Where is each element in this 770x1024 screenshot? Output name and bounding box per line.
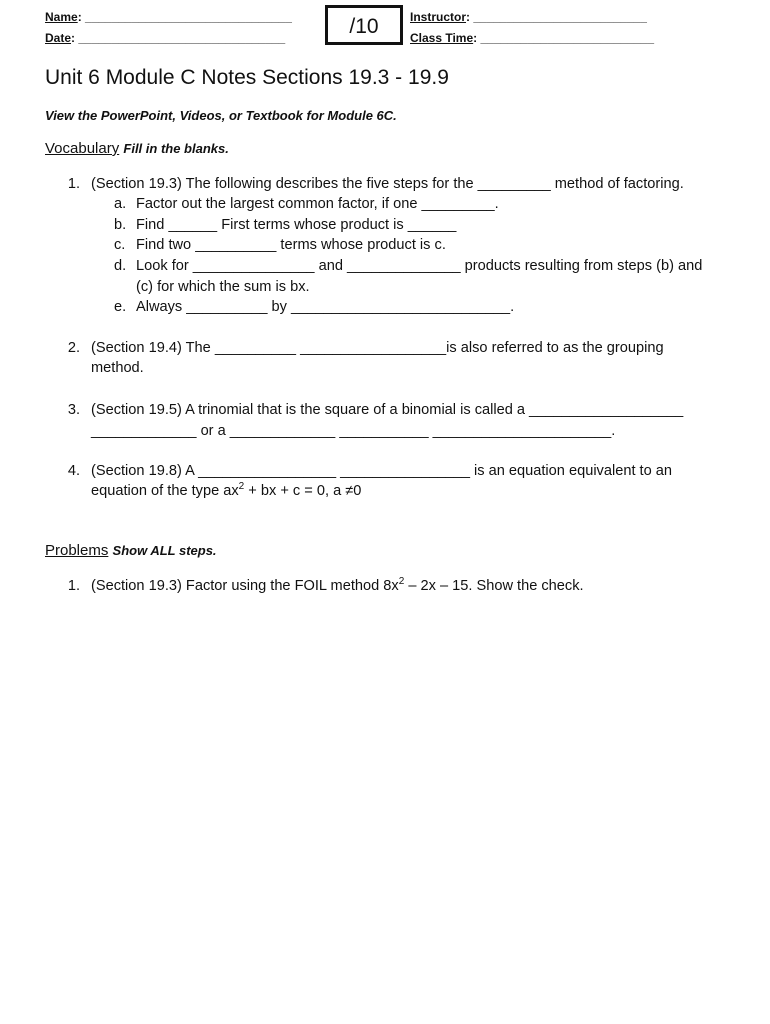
name-line: : _______________________________ [77,10,292,24]
q4-line-2 [91,483,361,499]
q1-e-marker: e. [114,299,127,315]
p1-text-start: (Section 19.3) Factor using the FOIL method 8x [91,578,399,594]
q1-c-marker: c. [114,237,126,253]
instructor-field[interactable] [410,10,647,24]
q1-e-text: Always __________ by ___________________________. [136,299,515,315]
q4-exponent: 2 [238,481,245,493]
class-time-label: Class Time [410,31,474,45]
q3-line-2: _____________ or a _____________ ___________ ______________________. [91,423,616,439]
q2-number: 2. [67,340,80,356]
p1-text-end: – 2x – 15. Show the check. [404,578,584,594]
class-time-field[interactable] [410,31,654,45]
instructor-line: : __________________________ [466,10,647,24]
q1-b-text: Find ______ First terms whose product is ______ [136,217,457,233]
problems-note: Show ALL steps. [112,543,217,558]
date-label: Date [45,31,72,45]
q3-number: 3. [67,402,80,418]
page-title: Unit 6 Module C Notes Sections 19.3 - 19.9 [45,66,449,89]
vocabulary-heading: Vocabulary [45,140,120,157]
q1-text: (Section 19.3) The following describes the five steps for the _________ method of factoring. [91,176,684,192]
instruction-text: View the PowerPoint, Videos, or Textbook for Module 6C. [45,108,397,123]
instructor-label: Instructor [410,10,467,24]
problems-heading: Problems [45,542,109,559]
date-line: : _______________________________ [71,31,286,45]
q2-line-1: (Section 19.4) The __________ __________________is also referred to as the grouping [91,340,664,356]
score-box [325,5,403,45]
q4-line-1: (Section 19.8) A _________________ ________________ is an equation equivalent to an [91,463,673,479]
q1-d-text: Look for _______________ and ______________ products resulting from steps (b) and [136,258,703,274]
q4-number: 4. [67,463,80,479]
name-label: Name [45,10,78,24]
q3-line-1: (Section 19.5) A trinomial that is the square of a binomial is called a ___________________ [91,402,684,418]
q1-number: 1. [67,176,80,192]
q4-line-2-start: equation of the type ax [91,483,239,499]
q1-a-marker: a. [114,196,127,212]
q4-line-2-end: + bx + c = 0, a ≠0 [244,483,362,499]
q1-d-continued: (c) for which the sum is bx. [136,279,310,295]
p1-number: 1. [67,578,80,594]
vocabulary-heading-row [45,140,229,157]
date-field[interactable] [45,31,285,45]
q1-a-text: Factor out the largest common factor, if one _________. [136,196,499,212]
score-value: /10 [349,15,379,38]
name-field[interactable] [45,10,292,24]
problems-heading-row [45,542,217,559]
vocabulary-note: Fill in the blanks. [123,141,229,156]
q1-d-marker: d. [114,258,127,274]
q1-b-marker: b. [114,217,127,233]
p1-exponent: 2 [398,576,405,588]
class-time-line: : __________________________ [473,31,655,45]
p1-text [91,578,584,594]
q2-line-2: method. [91,360,144,376]
q1-c-text: Find two __________ terms whose product is c. [136,237,446,253]
